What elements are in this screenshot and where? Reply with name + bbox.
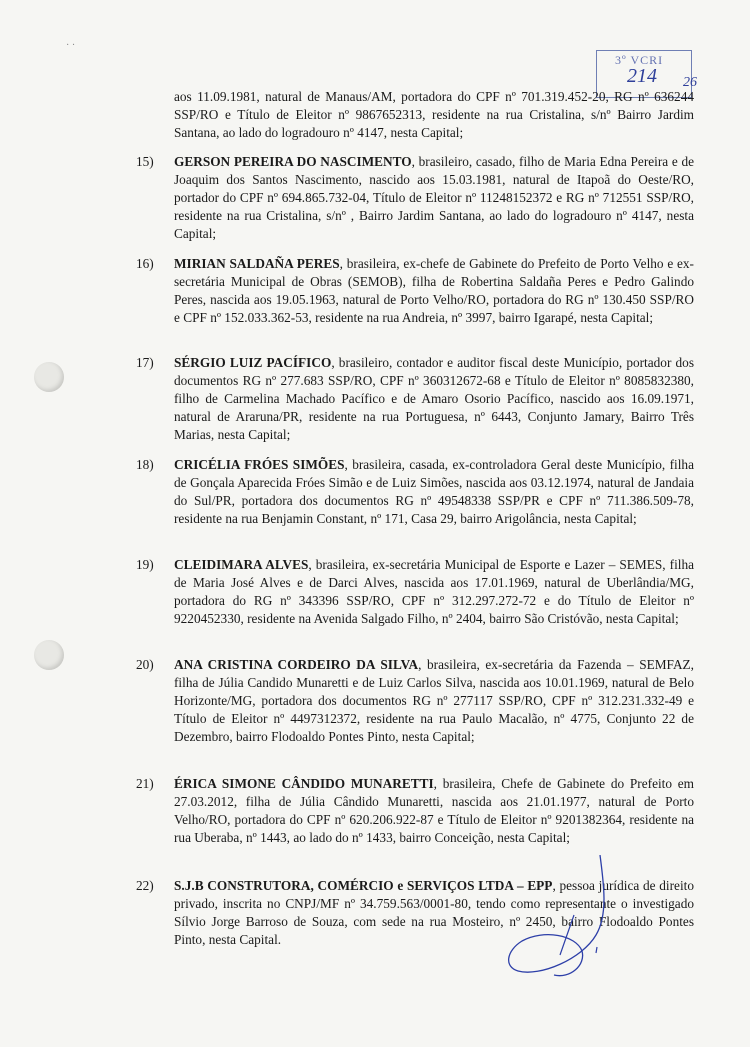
item-description: , brasileira, ex-chefe de Gabinete do Prefeito de Porto Velho e ex-secretária Municipal de Obras (SEMOB), filha de Robertina Saldaña Peres e Pedro Galindo Peres, nascida aos 19.05.1963, natural de Porto Velho/RO, portadora do RG nº 130.450 SSP/RO e CPF nº 152.033.362-53, residente na rua Andreia, nº 3997, bairro Igarapé, nesta Capital; — [174, 256, 694, 325]
item-number: 19) — [136, 557, 154, 572]
item-number: 16) — [136, 256, 154, 271]
item-description: , pessoa jurídica de direito privado, inscrita no CNPJ/MF nº 34.759.563/0001-80, tendo como representante o investigado Sílvio Jorge Barroso de Souza, com sede na rua Mosteiro, nº 2450, bairro Flodoaldo Pontes Pinto, nesta Capital. — [174, 878, 694, 947]
list-item — [136, 255, 694, 327]
item-description: , brasileira, casada, ex-controladora Geral deste Município, filha de Gonçala Aparecida Fróes Simão e de Luiz Simões, nascida aos 03.12.1974, natural de Jandaia do Sul/PR, portadora dos documentos RG nº 49548338 SSP/PR e CPF nº 711.386.509-78, residente na rua Benjamin Constant, nº 171, Casa 29, bairro Arigolância, nesta Capital; — [174, 457, 694, 526]
item-text — [174, 877, 694, 949]
list-item — [136, 456, 694, 528]
item-text — [174, 354, 694, 444]
item-description: , brasileiro, contador e auditor fiscal deste Município, portador dos documentos RG nº 277.683 SSP/RO, CPF nº 360312672-68 e Título de Eleitor nº 8085832380, filho de Carmelina Machado Pacífico e de Amaro Osorio Pacífico, nascido aos 16.09.1971, natural de Araruna/PR, residente na rua Portuguesa, nº 6443, Conjunto Jamary, Bairro Três Marias, nesta Capital; — [174, 355, 694, 442]
item-name: CRICÉLIA FRÓES SIMÕES — [174, 457, 345, 472]
item-text — [174, 556, 694, 628]
item-name: ANA CRISTINA CORDEIRO DA SILVA — [174, 657, 419, 672]
item-name: MIRIAN SALDAÑA PERES — [174, 256, 340, 271]
list-item — [136, 153, 694, 243]
item-text — [174, 656, 694, 746]
item-number: 15) — [136, 154, 154, 169]
stamp-folio-suffix: 26 — [683, 75, 697, 90]
stamp-folio-number: 214 — [627, 65, 657, 87]
list-item — [136, 877, 694, 949]
item-name: CLEIDIMARA ALVES — [174, 557, 309, 572]
list-item — [136, 775, 694, 847]
item-text — [174, 255, 694, 327]
item-name: GERSON PEREIRA DO NASCIMENTO — [174, 154, 412, 169]
intro-paragraph: aos 11.09.1981, natural de Manaus/AM, portadora do CPF nº 701.319.452-20, RG nº 636244 SSP/RO e Título de Eleitor nº 9867652313, residente na rua Cristalina, s/nº Bairro Jardim Santana, ao lado do logradouro nº 4147, nesta Capital; — [174, 89, 694, 140]
list-item — [136, 656, 694, 746]
item-description: , brasileira, ex-secretária da Fazenda – SEMFAZ, filha de Júlia Candido Munaretti e de Luiz Carlos Silva, nascida aos 10.01.1969, natural de Belo Horizonte/MG, portadora dos documentos RG nº 277117 SSP/RO, CPF nº 312.231.332-49 e Título de Eleitor nº 4497312372, residente na rua Paulo Macalão, nº 4775, Conjunto 22 de Dezembro, bairro Flodoaldo Pontes Pinto, nesta Capital; — [174, 657, 695, 744]
item-number: 17) — [136, 355, 154, 370]
item-name: SÉRGIO LUIZ PACÍFICO — [174, 355, 332, 370]
item-name: ÉRICA SIMONE CÂNDIDO MUNARETTI — [174, 776, 434, 791]
list-item — [136, 354, 694, 444]
margin-mark: · · — [66, 40, 76, 51]
list-item — [136, 556, 694, 628]
item-description: , brasileiro, casado, filho de Maria Edna Pereira e de Joaquim dos Santos Nascimento, nascido aos 15.03.1981, natural de Itapoã do Oeste/RO, portador do CPF nº 694.865.732-04, Título de Eleitor nº 11248152372 e RG nº 712551 SSP/RO, residente na rua Cristalina, s/nº , Bairro Jardim Santana, ao lado do logradouro nº 4147, nesta Capital; — [174, 154, 694, 241]
item-text — [174, 456, 694, 528]
item-number: 20) — [136, 657, 154, 672]
item-name: S.J.B CONSTRUTORA, COMÉRCIO e SERVIÇOS LTDA – EPP — [174, 878, 553, 893]
item-description: , brasileira, ex-secretária Municipal de Esporte e Lazer – SEMES, filha de Maria José Alves e de Darci Alves, nascida aos 17.01.1969, natural de Uberlândia/MG, portadora do RG nº 343396 SSP/RO, CPF nº 312.297.272-72 e do Título de Eleitor nº 9220452330, residente na Avenida Salgado Filho, nº 2404, bairro São Cristóvão, nesta Capital; — [174, 557, 695, 626]
handwritten-signature — [500, 855, 610, 995]
punch-hole-lower — [34, 640, 64, 670]
item-number: 18) — [136, 457, 154, 472]
stamp-office: 3º VCRI — [615, 53, 664, 67]
punch-hole-upper — [34, 362, 64, 392]
item-number: 22) — [136, 878, 154, 893]
item-text — [174, 775, 694, 847]
item-number: 21) — [136, 776, 154, 791]
item-text — [174, 153, 694, 243]
item-description: , brasileira, Chefe de Gabinete do Prefeito em 27.03.2012, filha de Júlia Cândido Munaretti, nascida aos 21.01.1977, natural de Porto Velho/RO, portadora do CPF nº 620.206.922-87 e Título de Eleitor nº 9201382364, residente na rua Uberaba, nº 1443, ao lado do nº 1433, bairro Conceição, nesta Capital; — [174, 776, 695, 845]
